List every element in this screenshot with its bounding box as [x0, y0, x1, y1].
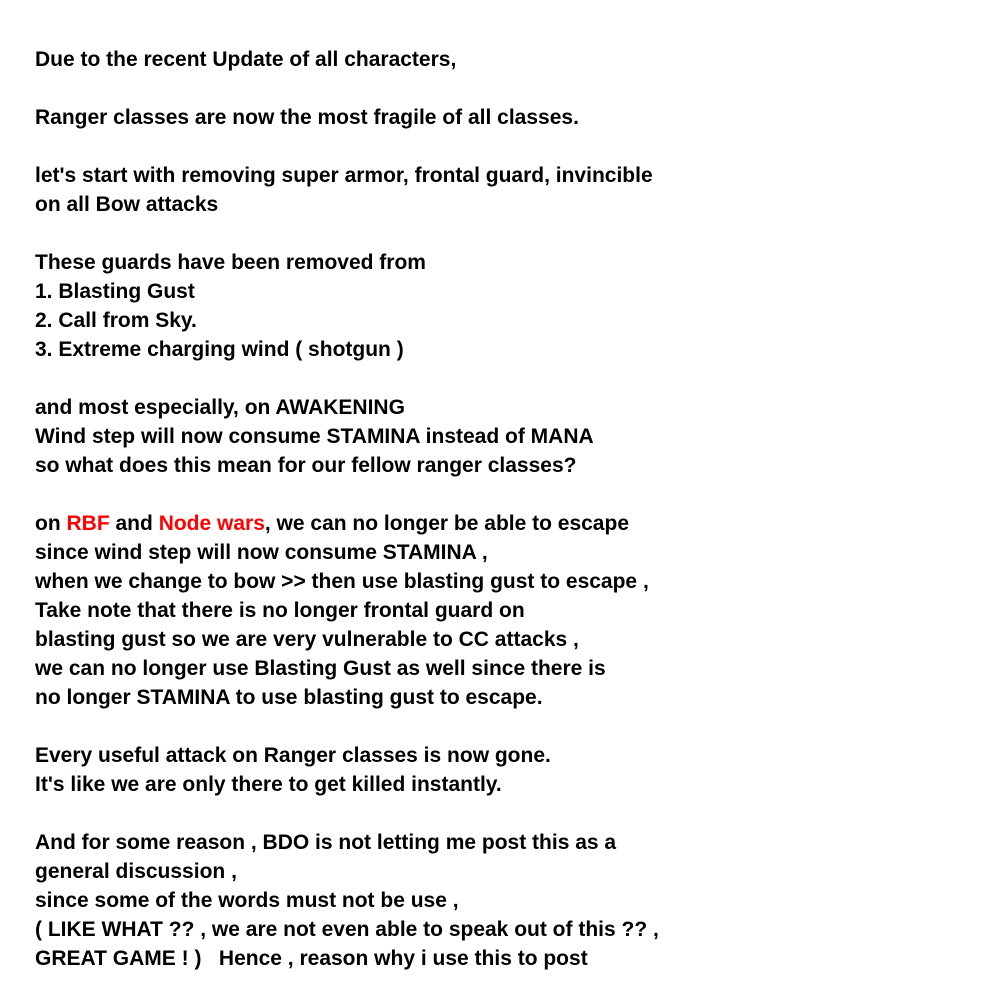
- text-segment: These guards have been removed from: [35, 251, 426, 274]
- text-segment: general discussion ,: [35, 860, 237, 883]
- text-segment: and most especially, on AWAKENING: [35, 396, 405, 419]
- text-line: [35, 103, 980, 132]
- paragraph: [35, 393, 980, 480]
- text-line: [35, 886, 980, 915]
- paragraph: [35, 248, 980, 364]
- text-segment: since wind step will now consume STAMINA ,: [35, 541, 488, 564]
- text-segment: on: [35, 512, 67, 535]
- text-segment: blasting gust so we are very vulnerable to CC attacks ,: [35, 628, 579, 651]
- text-line: [35, 422, 980, 451]
- text-line: [35, 248, 980, 277]
- text-segment: GREAT GAME ! ) Hence , reason why i use this to post: [35, 947, 588, 970]
- text-line: [35, 654, 980, 683]
- text-line: [35, 45, 980, 74]
- text-line: [35, 538, 980, 567]
- text-segment: It's like we are only there to get killed instantly.: [35, 773, 502, 796]
- text-line: [35, 915, 980, 944]
- text-segment: 1. Blasting Gust: [35, 280, 195, 303]
- text-segment: Wind step will now consume STAMINA instead of MANA: [35, 425, 594, 448]
- text-segment: we can no longer use Blasting Gust as well since there is: [35, 657, 606, 680]
- text-line: [35, 741, 980, 770]
- highlighted-term: RBF: [66, 512, 110, 535]
- text-line: [35, 857, 980, 886]
- text-segment: 2. Call from Sky.: [35, 309, 197, 332]
- text-segment: so what does this mean for our fellow ranger classes?: [35, 454, 577, 477]
- paragraph: [35, 45, 980, 74]
- text-segment: 3. Extreme charging wind ( shotgun ): [35, 338, 404, 361]
- text-line: [35, 335, 980, 364]
- text-line: [35, 625, 980, 654]
- text-line: [35, 190, 980, 219]
- text-segment: when we change to bow >> then use blasting gust to escape ,: [35, 570, 649, 593]
- text-segment: let's start with removing super armor, frontal guard, invincible: [35, 164, 653, 187]
- text-line: [35, 567, 980, 596]
- text-line: [35, 683, 980, 712]
- text-line: [35, 451, 980, 480]
- text-line: [35, 277, 980, 306]
- text-segment: Ranger classes are now the most fragile of all classes.: [35, 106, 579, 129]
- text-line: [35, 161, 980, 190]
- text-line: [35, 596, 980, 625]
- text-line: [35, 306, 980, 335]
- text-segment: since some of the words must not be use ,: [35, 889, 459, 912]
- paragraph: [35, 828, 980, 973]
- text-segment: and: [109, 512, 159, 535]
- text-segment: no longer STAMINA to use blasting gust to escape.: [35, 686, 543, 709]
- text-segment: Every useful attack on Ranger classes is now gone.: [35, 744, 551, 767]
- text-segment: , we can no longer be able to escape: [264, 512, 629, 535]
- text-segment: ( LIKE WHAT ?? , we are not even able to speak out of this ?? ,: [35, 918, 659, 941]
- paragraph: [35, 103, 980, 132]
- text-segment: Take note that there is no longer frontal guard on: [35, 599, 525, 622]
- paragraph: [35, 509, 980, 712]
- text-segment: on all Bow attacks: [35, 193, 219, 216]
- text-line: [35, 944, 980, 973]
- text-line: [35, 393, 980, 422]
- text-line: [35, 828, 980, 857]
- highlighted-term: Node wars: [158, 512, 265, 535]
- paragraph: [35, 741, 980, 799]
- paragraph: [35, 161, 980, 219]
- text-line: [35, 770, 980, 799]
- text-segment: And for some reason , BDO is not letting me post this as a: [35, 831, 617, 854]
- text-segment: Due to the recent Update of all characters,: [35, 48, 457, 71]
- text-line: [35, 509, 980, 538]
